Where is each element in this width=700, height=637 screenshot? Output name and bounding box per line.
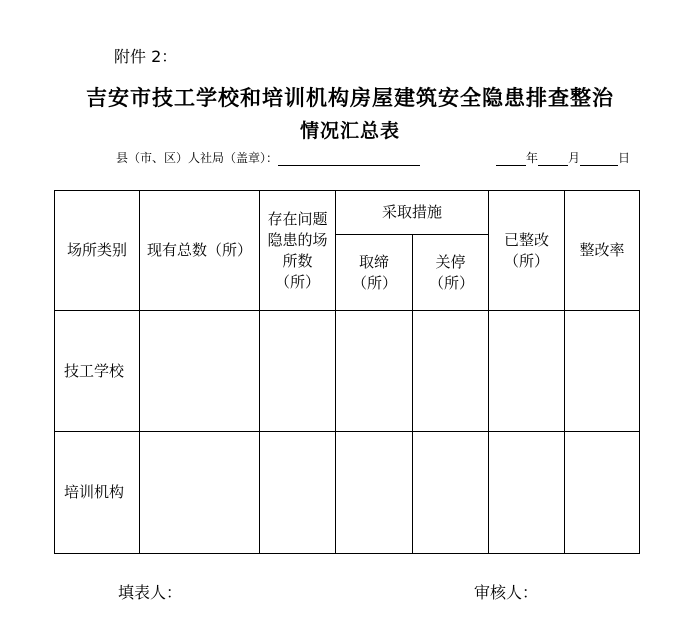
total-cell[interactable] [140, 432, 260, 554]
attachment-label: 附件 2： [114, 47, 178, 66]
row-category-cell: 技工学校 [55, 311, 140, 432]
suspend-cell[interactable] [413, 432, 489, 554]
rate-cell[interactable] [565, 432, 640, 554]
header-suspend: 关停（所） [413, 235, 489, 311]
header-category: 场所类别 [55, 191, 140, 311]
suspend-cell[interactable] [413, 311, 489, 432]
month-blank [538, 153, 568, 166]
year-blank [496, 153, 526, 166]
header-hazard: 存在问题隐患的场所数（所） [260, 191, 336, 311]
header-rate: 整改率 [565, 191, 640, 311]
county-blank [278, 153, 420, 166]
ban-cell[interactable] [336, 432, 413, 554]
ban-cell[interactable] [336, 311, 413, 432]
county-line [116, 149, 420, 166]
header-ban: 取缔（所） [336, 235, 413, 311]
day-blank [580, 153, 618, 166]
header-total: 现有总数（所） [140, 191, 260, 311]
rectified-cell[interactable] [489, 432, 565, 554]
reviewer-label: 审核人： [474, 583, 539, 602]
document-title: 吉安市技工学校和培训机构房屋建筑安全隐患排查整治 [86, 86, 614, 110]
header-measures: 采取措施 [336, 191, 489, 235]
summary-table [54, 190, 640, 554]
row-category-cell: 培训机构 [55, 432, 140, 554]
hazard-cell[interactable] [260, 432, 336, 554]
county-label: 县（市、区）人社局（盖章）： [116, 151, 279, 165]
document-subtitle: 情况汇总表 [299, 120, 400, 142]
year-label: 年 [526, 151, 539, 165]
date-line [496, 149, 630, 166]
total-cell[interactable] [140, 311, 260, 432]
table-row [55, 311, 640, 432]
table-row [55, 432, 640, 554]
header-rectified: 已整改（所） [489, 191, 565, 311]
day-label: 日 [618, 151, 631, 165]
rectified-cell[interactable] [489, 311, 565, 432]
rate-cell[interactable] [565, 311, 640, 432]
hazard-cell[interactable] [260, 311, 336, 432]
month-label: 月 [568, 151, 581, 165]
filler-label: 填表人： [118, 583, 183, 602]
